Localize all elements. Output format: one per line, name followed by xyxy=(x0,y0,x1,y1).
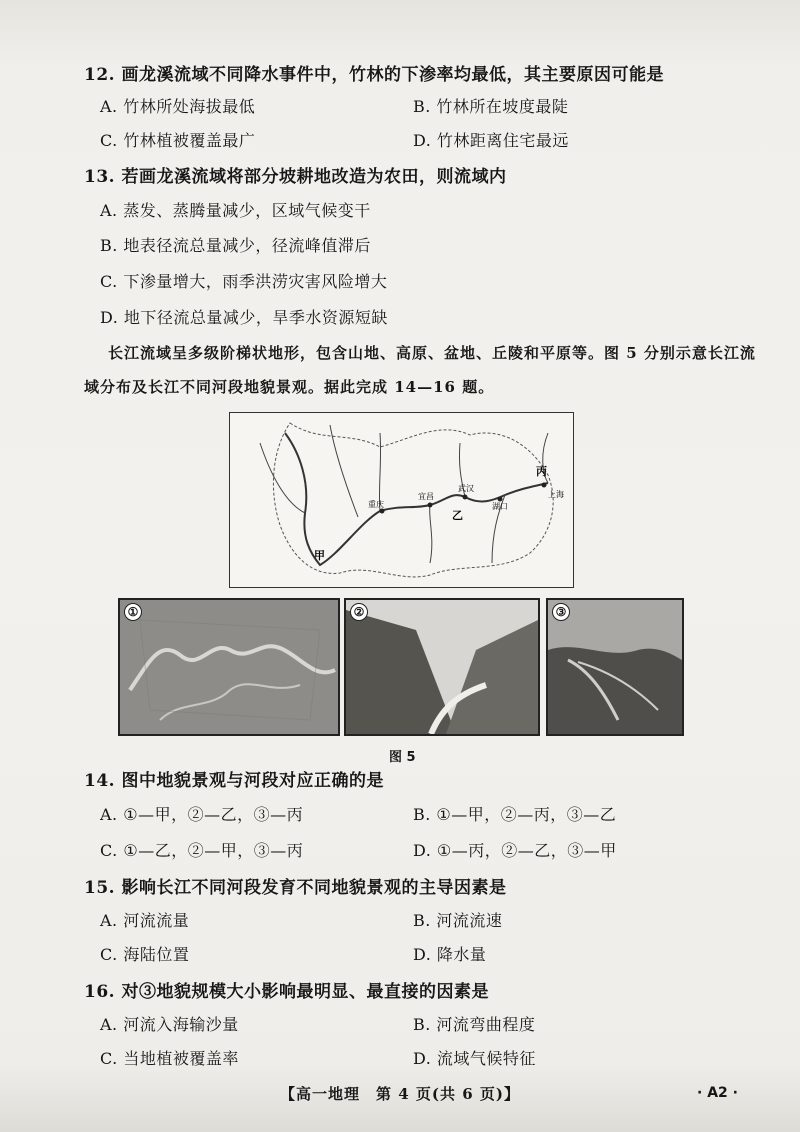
label-bing: 丙 xyxy=(536,465,547,478)
label-wuhan: 武汉 xyxy=(458,484,474,493)
city-dot-shanghai xyxy=(542,483,547,488)
question-16-stem: 16. 对③地貌规模大小影响最明显、最直接的因素是 xyxy=(84,982,489,1002)
q14-option-c: C. ①—乙，②—甲，③—丙 xyxy=(100,841,304,860)
q13-option-d: D. 地下径流总量减少，旱季水资源短缺 xyxy=(100,308,388,327)
label-chongqing: 重庆 xyxy=(368,500,384,509)
q13-option-b: B. 地表径流总量减少，径流峰值滞后 xyxy=(100,236,371,255)
q16-option-b: B. 河流弯曲程度 xyxy=(413,1015,536,1034)
city-dot-wuhan xyxy=(463,495,468,500)
yangtze-main-river xyxy=(285,433,548,565)
city-dot-hukou xyxy=(498,497,503,502)
map-svg xyxy=(230,413,573,587)
label-jia: 甲 xyxy=(314,549,325,562)
q12-option-d: D. 竹林距离住宅最远 xyxy=(413,131,569,150)
photo-meandering-river xyxy=(118,598,340,736)
photo-3-label: ③ xyxy=(552,603,570,621)
photo-3-art xyxy=(548,600,682,734)
city-dot-yichang xyxy=(428,503,433,508)
page-footer: 【高一地理 第 4 页(共 6 页)】 xyxy=(280,1085,520,1103)
q15-option-c: C. 海陆位置 xyxy=(100,945,190,964)
tributary-5 xyxy=(430,505,432,563)
label-yi: 乙 xyxy=(452,509,463,522)
question-13-stem: 13. 若画龙溪流域将部分坡耕地改造为农田，则流域内 xyxy=(84,167,507,187)
label-yichang: 宜昌 xyxy=(418,492,434,501)
q12-option-b: B. 竹林所在坡度最陡 xyxy=(413,97,569,116)
question-14-stem: 14. 图中地貌景观与河段对应正确的是 xyxy=(84,771,384,791)
q15-option-a: A. 河流流量 xyxy=(100,911,190,930)
intro-line-1: 长江流域呈多级阶梯状地形，包含山地、高原、盆地、丘陵和平原等。图 5 分别示意长江流 xyxy=(108,344,756,362)
yangtze-basin-map xyxy=(229,412,574,588)
question-15-stem: 15. 影响长江不同河段发育不同地貌景观的主导因素是 xyxy=(84,878,507,898)
q13-option-a: A. 蒸发、蒸腾量减少，区域气候变干 xyxy=(100,201,371,220)
city-dot-chongqing xyxy=(380,509,385,514)
q14-option-a: A. ①—甲，②—乙，③—丙 xyxy=(100,805,304,824)
q12-option-c: C. 竹林植被覆盖最广 xyxy=(100,131,256,150)
q14-option-d: D. ①—丙，②—乙，③—甲 xyxy=(413,841,617,860)
q16-option-a: A. 河流入海输沙量 xyxy=(100,1015,239,1034)
question-12-stem: 12. 画龙溪流域不同降水事件中，竹林的下渗率均最低，其主要原因可能是 xyxy=(84,65,664,85)
photo-delta xyxy=(546,598,684,736)
label-shanghai: 上海 xyxy=(548,490,564,499)
q13-option-c: C. 下渗量增大，雨季洪涝灾害风险增大 xyxy=(100,272,388,291)
q12-option-a: A. 竹林所处海拔最低 xyxy=(100,97,256,116)
photo-2-label: ② xyxy=(350,603,368,621)
page-code: · A2 · xyxy=(697,1085,738,1101)
photo-gorge xyxy=(344,598,540,736)
intro-line-2: 域分布及长江不同河段地貌景观。据此完成 14—16 题。 xyxy=(84,378,495,396)
q15-option-b: B. 河流流速 xyxy=(413,911,503,930)
label-hukou: 湖口 xyxy=(492,502,508,511)
q16-option-c: C. 当地植被覆盖率 xyxy=(100,1049,239,1068)
q16-option-d: D. 流域气候特征 xyxy=(413,1049,536,1068)
figure-caption: 图 5 xyxy=(389,750,416,765)
tributary-1 xyxy=(260,443,305,513)
photo-2-art xyxy=(346,600,538,734)
photo-1-art xyxy=(120,600,338,734)
photo-1-label: ① xyxy=(124,603,142,621)
q15-option-d: D. 降水量 xyxy=(413,945,487,964)
q14-option-b: B. ①—甲，②—丙，③—乙 xyxy=(413,805,617,824)
